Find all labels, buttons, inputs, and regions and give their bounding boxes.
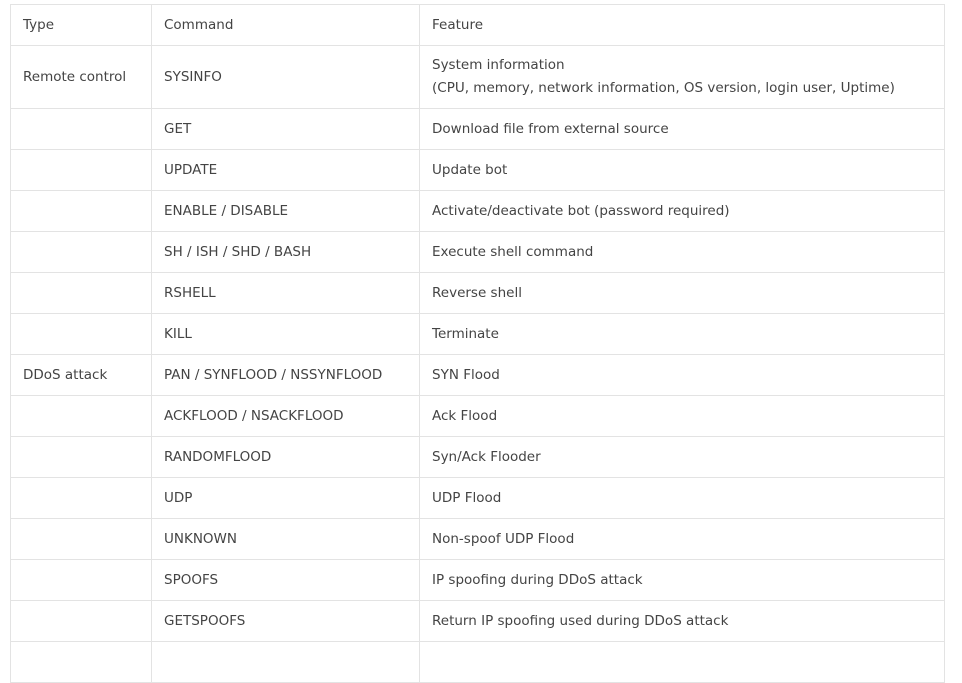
feature-cell: Download file from external source [420, 109, 945, 150]
type-cell [11, 191, 152, 232]
type-cell: Remote control [11, 46, 152, 109]
feature-cell: Terminate [420, 314, 945, 355]
type-cell [11, 560, 152, 601]
type-cell [11, 519, 152, 560]
table-row [11, 314, 945, 355]
header-command: Command [152, 5, 420, 46]
type-cell [11, 314, 152, 355]
command-cell: SPOOFS [152, 560, 420, 601]
type-cell [11, 232, 152, 273]
command-cell: GET [152, 109, 420, 150]
feature-cell: Return IP spoofing used during DDoS attack [420, 601, 945, 642]
feature-cell: IP spoofing during DDoS attack [420, 560, 945, 601]
table-row [11, 273, 945, 314]
feature-cell: Update bot [420, 150, 945, 191]
command-cell: PAN / SYNFLOOD / NSSYNFLOOD [152, 355, 420, 396]
command-cell: ENABLE / DISABLE [152, 191, 420, 232]
feature-cell [420, 46, 945, 109]
command-cell: UPDATE [152, 150, 420, 191]
feature-text: System information [432, 57, 565, 73]
type-cell [11, 478, 152, 519]
command-cell: SH / ISH / SHD / BASH [152, 232, 420, 273]
command-cell [152, 642, 420, 683]
table-row [11, 478, 945, 519]
table-row [11, 150, 945, 191]
command-cell: UNKNOWN [152, 519, 420, 560]
table-row [11, 519, 945, 560]
feature-cell: SYN Flood [420, 355, 945, 396]
type-cell: DDoS attack [11, 355, 152, 396]
type-cell [11, 150, 152, 191]
table-row [11, 642, 945, 683]
type-cell [11, 109, 152, 150]
table-row [11, 191, 945, 232]
command-cell: UDP [152, 478, 420, 519]
command-table [10, 4, 945, 683]
table-row [11, 560, 945, 601]
table-row [11, 109, 945, 150]
command-cell: SYSINFO [152, 46, 420, 109]
feature-cell: Reverse shell [420, 273, 945, 314]
feature-detail: (CPU, memory, network information, OS version, login user, Uptime) [432, 80, 895, 96]
feature-cell: Ack Flood [420, 396, 945, 437]
command-cell: RANDOMFLOOD [152, 437, 420, 478]
command-cell: GETSPOOFS [152, 601, 420, 642]
table-row [11, 437, 945, 478]
type-cell [11, 273, 152, 314]
header-feature: Feature [420, 5, 945, 46]
feature-cell: Non-spoof UDP Flood [420, 519, 945, 560]
type-cell [11, 396, 152, 437]
type-cell [11, 642, 152, 683]
table-row [11, 601, 945, 642]
command-cell: RSHELL [152, 273, 420, 314]
feature-cell: Activate/deactivate bot (password required) [420, 191, 945, 232]
table-header-row [11, 5, 945, 46]
type-cell [11, 601, 152, 642]
feature-cell: UDP Flood [420, 478, 945, 519]
feature-cell: Execute shell command [420, 232, 945, 273]
command-cell: ACKFLOOD / NSACKFLOOD [152, 396, 420, 437]
header-type: Type [11, 5, 152, 46]
table-row [11, 355, 945, 396]
table-row [11, 46, 945, 109]
feature-cell: Syn/Ack Flooder [420, 437, 945, 478]
table-row [11, 396, 945, 437]
table-row [11, 232, 945, 273]
type-cell [11, 437, 152, 478]
feature-cell [420, 642, 945, 683]
command-cell: KILL [152, 314, 420, 355]
